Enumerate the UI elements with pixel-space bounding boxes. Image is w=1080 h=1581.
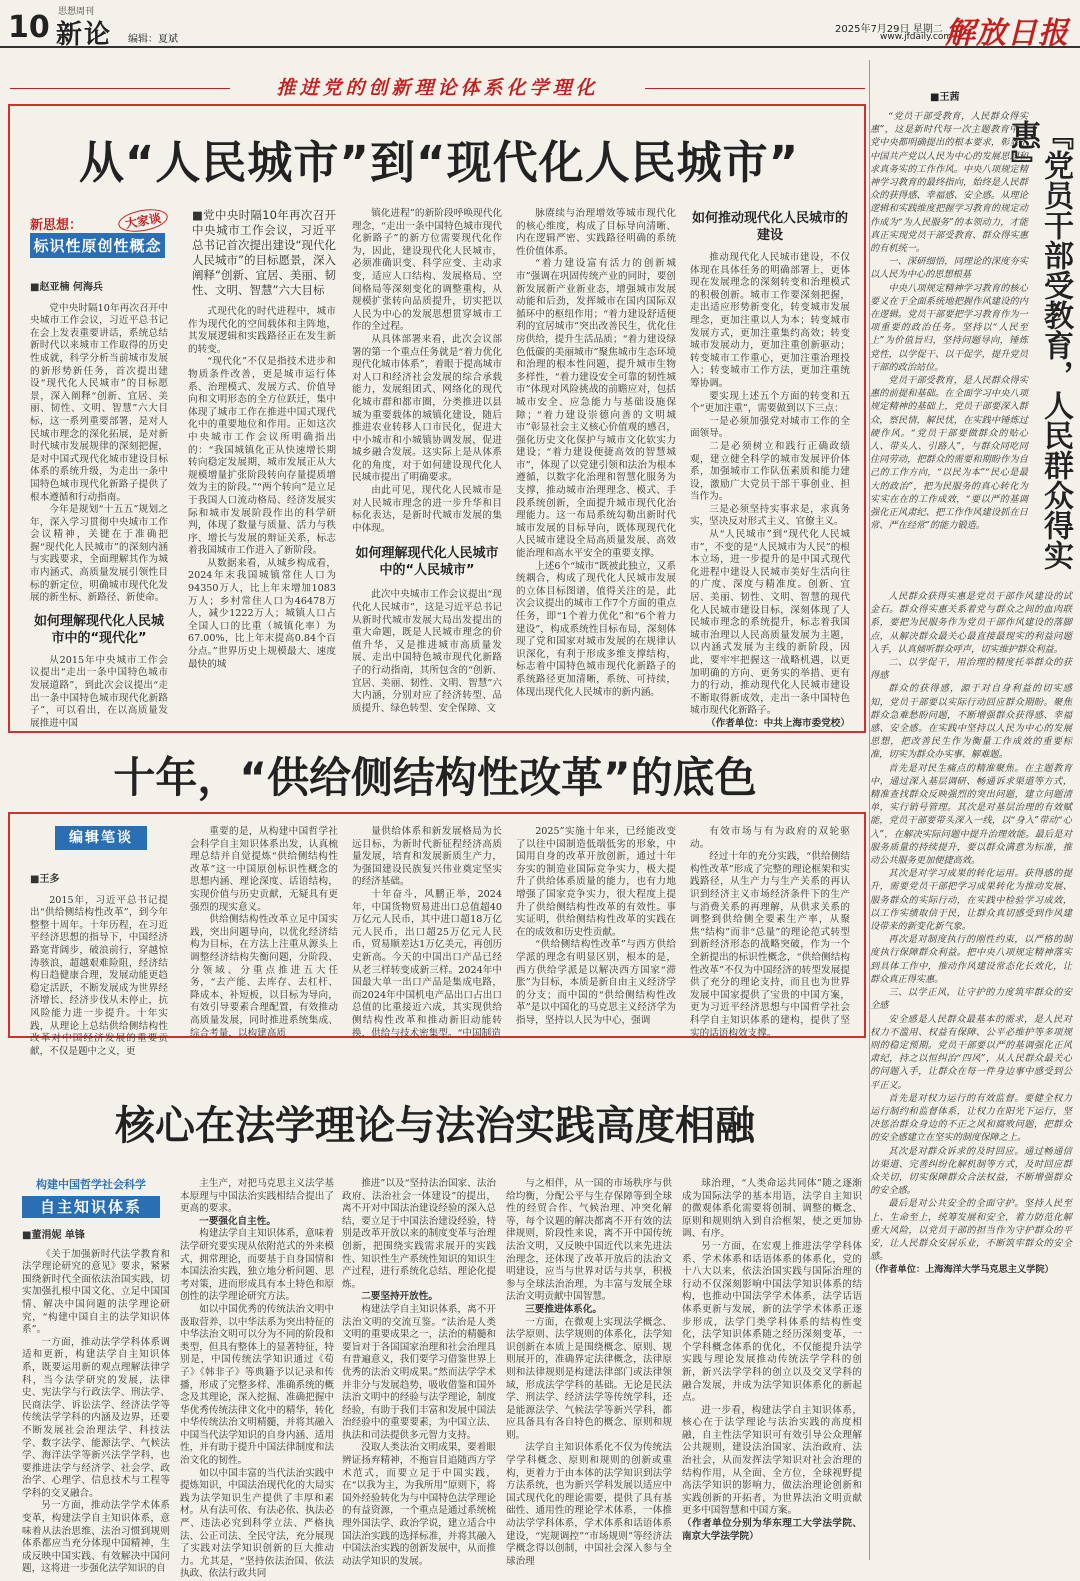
dajiatan-stamp: 大家谈 — [117, 206, 170, 235]
article3-section-head: 二要坚持开放性。 — [361, 1291, 438, 1303]
weekly-label: 思想周刊 — [58, 7, 95, 17]
right-para: 中央八项规定精神学习教育的核心要义在于全面系统地把握作风建设的内在逻辑。党员干部要把学习教育作为一项重要的政治任务。坚持以“人民至上”为价值旨归，坚持问题导向，锤炼党性，以学促干、以干促学，提升党员干部的政治站位。 — [870, 282, 1028, 373]
right-para: 三、以学正风，让守护的力度筑牢群众的安全感 — [870, 987, 1072, 1012]
article1-para: 党中央时隔10年再次召开中央城市工作会议，习近平总书记在会上发表重要讲话，系统总结新时代以来城市工作取得的历史性成就，科学分析当前城市发展的新形势新任务，首次提出建设“现代化人民城市”的目标愿景，深入阐释“创新、宜居、美丽、韧性、文明、智慧”六大目标，这一系列重要部署，是对人民城市理念的深化拓展，是对新时代城市发展规律的深刻把握，是对中国式现代化城市建设目标体系的系统升级，为走出一条中国特色城市现代化新路子提供了根本遵循和行动指南。 — [30, 302, 168, 503]
right-para: 党员干部受教育，是人民群众得实惠的前提和基础。在全面学习中央八项规定精神的基础上，党员干部要深入群众，察民情，解民忧，在实践中锤炼过硬作风。“党员干部要做群众的贴心人、带头人、引路人”，与群众同吃同住同劳动，把群众的需要和期盼作为自己的工作方向，“以民为本”“民心是最大的政治”，把为民服务的真心转化为实实在在的工作成效，“要以严的基调强化正风肃纪、把工作作风建设抓在日常、严在经常”的能力锻造。 — [870, 375, 1028, 532]
right-byline: ■王茜 — [930, 92, 960, 103]
article1-para: 从数据来看，从城乡构成看，2024年末我国城镇常住人口为94350万人，比上年末增加1083万人；乡村常住人口为46478万人，减少1222万人；城镇人口占全国人口的比重（城镇化率）为67.00%，比上年末提高0.84个百分点。”世界历史上规模最大、速度最快的城 — [188, 557, 336, 670]
right-para: 首先是对民生痛点的精准聚焦。在主题教育中，通过深入基层调研、畅通诉求渠道等方式，精准查找群众反映强烈的突出问题，建立问题清单，实行销号管理。其次是对基层治理的有效赋能，党员干部要带头深入一线，以“身入”带动“心入”，在解决实际问题中提升治理效能。最后是对服务质量的持续提升，要以群众满意为标准，推动公共服务更加便捷高效。 — [870, 762, 1072, 867]
article1-lead: ■党中央时隔10年再次召开中央城市工作会议，习近平总书记首次提出建设“现代化人民城市”的目标愿景，深入阐释“创新、宜居、美丽、韧性、文明、智慧”六大目标 — [192, 208, 336, 297]
article1-para: 脉赓续与治理增效等城市现代化的核心维度，构成了目标导向清晰、内在逻辑严密、实践路径明确的系统性价值体系。 — [516, 208, 676, 257]
article1-para: 镇化进程”的新阶段呼唤现代化理念，“走出一条中国特色城市现代化新路子”的新方位需要现代化作为，因此，建设现代化人民城市，必须准确识变、科学应变、主动求变，适应人口结构、发展格局、空间格局等深刻变化的调整重构，从规模扩张转向品质提升，切实把以人民为中心的发展思想贯穿城市工作的全过程。 — [352, 208, 502, 333]
article1-para: 从2015年中央城市工作会议提出“走出一条中国特色城市发展道路”，到此次会议提出“走出一条中国特色城市现代化新路子”，可以看出，在以高质量发展推进中国 — [30, 654, 168, 729]
article1-para: 推动现代化人民城市建设，不仅体现在具体任务的明确部署上，更体现在发展理念的深刻转变和治理模式的积极创新。城市工作要深刻把握，走出适应形势新变化，转变城市发展理念，更加注重以人为本；转变城市发展方式，更加注重集约高效；转变城市发展动力，更加注重创新驱动；转变城市工作重心，更加注重治理投入；转变城市工作方法，更加注重统筹协调。 — [690, 252, 850, 389]
article3-col4 — [506, 1178, 672, 1570]
article1-para: 上述6个“城市”既被此独立，又系统耦合，构成了现代化人民城市发展的立体目标图谱，值得关注的是，此次会议提出的城市工作7个方面的重点任务，即“1个着力优化”和“6个着力建设”，构成系统性目标布局，深刻体现了党和国家对城市发展的在规律认识深化，有利于形成多维支撑结构，标志着中国特色城市现代化新路子的系统路径更加清晰，系统、可持续，体现出现代化人民城市的新内涵。 — [516, 560, 676, 698]
article1-para: 三是必须坚持实事求是，求真务实，坚决反对形式主义、官僚主义。 — [690, 503, 850, 528]
article2-para: “供给侧结构性改革”与西方供给学派的理念有明显区别，根本的是，西方供给学派是以解决西方国家“滞胀”为目标，本质是新自由主义经济学的分支；而中国的“供给侧结构性改革”是以中国化的马克思主义经济学为指导，坚持以人民为中心，强调 — [516, 939, 676, 1026]
article1-para: 从“人民城市”到“现代化人民城市”，不变的是“人民城市为人民”的根本立场，进一步提升的是中国式现代化进程中建设人民城市美好生活向往的广度、深度与精准度。创新、宜居、美丽、韧性、文明、智慧的现代化人民城市建设目标，深刻体现了人民城市理念的系统提升，标志着我国城市治理以人民高质量发展为主题，以内涵式发展为主线的新阶段，因此，要牢牢把握这一战略机遇，以更加明确的方向、更务实的举措、更有力的行动，推动现代化人民城市建设不断取得新成效，走出一条中国特色城市现代化新路子。 — [690, 529, 850, 717]
article2-para: 2025”实施十年来，已经能改变了以往中国制造低端低劣的形象，中国用自身的改革开放创新，通过十年夯实的制造业国际竞争实力，极大提升了供给体系质量的能力，也有力地增强了国家竞争实力，很大程度上提升了供给侧结构性改革的有效性。事实证明，供给侧结构性改革的实践在在的成效和历史性贡献。 — [516, 826, 676, 938]
paper-logo: 解放日报 — [945, 16, 1069, 51]
article3-para: 另一方面，在宏观上推进法学学科体系、学术体系和话语体系的体系化，党的十八大以来，依法治国实践与国际治理的行动不仅深刻影响中国法学知识体系的结构，也推动中国法学学术体系，法学话语体系更新与发展，新的法学学术体系正逐步形成，法学门类学科体系的结构性变化，法学知识体系随之经历深刻变革，一个学科概念体系的优化，不仅能提升法学实践与理论发展推动传统法学学科的创新，新兴法学学科的创立以及交叉学科的融合发展，并成为法学知识体系化的新起点。 — [682, 1240, 862, 1404]
article2-para: 量供给体系和新发展格局为长远目标，为新时代新征程经济高质量发展，培育和发展新质生产力，为强国建设民族复兴伟业奠定坚实的经济基础。 — [352, 826, 502, 888]
article2-col3 — [352, 826, 503, 1039]
concept-tag-top: 新思想： — [30, 218, 83, 233]
knowledge-system-tag-top: 构建中国哲学社会科学 — [36, 1178, 146, 1191]
article1-para: 式现代化的时代进程中，城市作为现代化的空间载体和主阵地，其发展逻辑和实践路径正在发生新的转变。 — [188, 306, 336, 355]
article1-para: 由此可见，现代化人民城市是对人民城市理念的进一步升华和目标化表达，是新时代城市发展的集中体现。 — [352, 485, 502, 534]
article3-title: 核心在法学理论与法治实践高度相融 — [115, 1103, 755, 1149]
article2-para: 十年奋斗，风鹏正举，2024年，中国货物贸易进出口总值超40万亿元人民币，其中进口超18万亿元人民币，出口超25万亿元人民币，贸易顺差达1万亿美元，再创历史新高。今天的中国出口产品已经从老三样转变成新三样。2024年中国最大单一出口产品是集成电路，而2024年中国机电产品出口占出口总值的比重接近六成，其实现供给侧结构性改革和推动新旧动能转换，供给与技术密集型。“中国制造 — [352, 888, 503, 1039]
article2-title: 十年，“供给侧结构性改革”的底色 — [113, 753, 757, 802]
article3-para: 主生产，对把马克思主义法学基本原理与中国法治实践相结合提出了更高的要求。 — [180, 1178, 334, 1215]
article1-col5 — [690, 208, 850, 729]
article3-para: 推进”以及“坚持法治国家、法治政府、法治社会一体建设”的提出，离不开对中国法治建设经验的深入总结，要立足于中国法治建设经验，特别是改革开放以来的制度变革与治理创新，把围绕实践需求展开的实践性、知识性生产系统性知识的知识生产过程，进行系统化总结、理论化提炼。 — [342, 1178, 496, 1290]
article1-subhead2: 如何理解现代化人民城市中的“人民城市” — [355, 546, 499, 579]
article3-para: 另一方面，推动法学学术体系变革，构建法学自主知识体系，意味着从法治思维、法治习惯到规则体系都应当充分体现中国精神，生成反映中国实践、有效解决中国问题，这将进一步强化法学知识的自 — [22, 1500, 170, 1575]
article1-byline: ■赵亚楠 何海兵 — [30, 282, 103, 293]
article1-credit: （作者单位：中共上海市委党校） — [706, 717, 850, 729]
article1-col4 — [516, 208, 676, 722]
article1-para: “现代化”不仅是指技术进步和物质条件改善，更是城市运行体系、治理模式、发展方式、价值导向和文明形态的全方位跃迁，集中体现了城市工作在推进中国式现代化中的重要地位和作用。正如这次中央城市工作会议所明确指出的：“我国城镇化正从快速增长期转向稳定发展期，城市发展正从大规模增量扩张阶段转向存量提质增效为主的阶段。”“两个转向”是立足于我国人口流动格局、经济发展实际和城市发展阶段作出的科学研判，体现了数量与质量、活力与秩序、增长与发展的辩证关系，标志着我国城市工作进入了新阶段。 — [188, 356, 336, 557]
article3-para: 没取人类法治文明成果，要着眼辨证扬弃精神，不拖盲目追随西方学术范式，而要立足于中国实践，在“以我为主，为我所用”原则下，将国外经验转化为与中国特色法学理论的有益资源，一个重点是通过系统梳理外国法学、政治学说，建立适合中国法治实践的选择标准，并将其融入中国法治实践的创新发展中，从而推动法学知识的发展。 — [342, 1442, 496, 1567]
article1-col1 — [30, 282, 168, 729]
banner-rule-right — [645, 88, 865, 89]
article1-col2 — [188, 208, 336, 722]
article3-para: 进一步看，构建法学自主知识体系，核心在于法学理论与法治实践的高度相融，自主性法学知识可有效引导公众理解公共规则，建设法治国家、法治政府、法治社会，从而发挥法学知识对社会治理的结构作用，从全面、全方位，全球视野提高法学知识的影响力，做法治理论创新和实践创新的开拓者，为世界法治文明贡献更多中国智慧和中国方案。 — [682, 1404, 862, 1517]
article3-para: 与之相伴，从一国的市场秩序与供给均衡，分配公平与生存保障等到全球性的经贸合作、气候治理、冲突化解等，每个议题的解决都离不开有效的法律规则，阶段性来说，离不开中国传统法治文明，又反映中国近代以来先进法治理念，还体现了改革开放后的法治文明建设，应当与世界对话与共享，积极参与全球法治治理，为丰富与发展全球法治文明贡献中国智慧。 — [506, 1178, 672, 1303]
article2-para: 重要的是，从构建中国哲学社会科学自主知识体系出发，认真梳理总结并自觉提炼“供给侧结构性改革”这一中国原创标识性概念的思想内涵、理论深度、话语结构，实现价值与历史贡献，无疑具有更强烈的现实意义。 — [190, 826, 338, 913]
article3-para: 球治理，“人类命运共同体”随之逐渐成为国际法学的基本用语，法学自主知识的微观体系化需要将创制、调整的概念、原则和规则纳入到自洽框架，使之更加协调、有序。 — [682, 1178, 862, 1240]
article1-col3 — [352, 208, 502, 722]
right-para: 人民群众获得实惠是党员干部作风建设的试金石。群众得实惠关系着党与群众之间的血肉联系，要把为民服务作为党员干部作风建设的落脚点，从解决群众最关心最直接最现实的利益问题入手，认真倾听群众呼声，切实维护群众利益。 — [870, 591, 1072, 655]
banner-text: 推进党的创新理论体系化学理化 — [276, 77, 599, 99]
article2-para: 经过十年的充分实践，“供给侧结构性改革”形成了完整的理论框架和实践路径，从生产力与生产关系的再认识到经济主义市场经济条件下的生产与消费关系的再理解，从供求关系的调整到供给侧全要素生产率，从聚焦“结构”而非“总量”的理论范式转型到新经济形态的战略突破，作为一个全新提出的标识性概念，“供给侧结构性改革”不仅为中国经济的转型发展提供了充分的理论支持，而且也为世界发展中国家提供了宝贵的中国方案，更为习近平经济思想与中国哲学社会科学自主知识体系的建构，提供了坚实的话语构效支撑。 — [690, 851, 850, 1039]
article3-para: 如以中国优秀的传统法治文明中汲取营养，以中华法系为突出特征的中华法治文明可以分为不同的阶段和类型，但具有整体上的显著特征，特别是，中国传统法学知识通过《荀子》《韩非子》等典籍予以记录和传播，形成了完整多样、准确系统的概念及其理论，深入挖掘、准确把握中华优秀传统法律文化中的精华，转化中华传统法治文明精髓，并将其融入中国当代法学知识的自身内涵、适用性，并有助于提升中国法律制度和法治文化的韧性。 — [180, 1303, 334, 1467]
article3-col2 — [180, 1178, 334, 1580]
article1-para: 一是必须加强党对城市工作的全面领导。 — [690, 415, 850, 440]
website-link[interactable]: www.jfdaily.com — [880, 32, 953, 42]
article3-para: 构建法学自主知识体系，离不开法治文明的交流互鉴。“法治是人类文明的重要成果之一，法治的精髓和要旨对于各国国家治理和社会治理具有普遍意义，我们要学习借鉴世界上优秀的法治文明成果。”然而法学学术并非分与发展趋势，吸收借鉴和国外法治文明中的经验与法学理论，制度经验，有助于我们丰富和发展中国法治经验中的重要要素，为中国立法、执法和司法提供多元智力支持。 — [342, 1303, 496, 1441]
right-article-upper — [870, 110, 1028, 588]
article3-para: 法学自主知识体系化不仅为传统法学学科概念、原则和规则的创新或重构，更着力于由本体的法学知识到法学方法系统，也为新兴学科发展以适应中国式现代化的理论需要，提供了具有基础性、通用性的理论学术体系，一体推动法学学科体系，学术体系和话语体系建设，“宪规调控”“市场规则”等经济法学概念得以创制，中国社会深入参与全球治理 — [506, 1442, 672, 1567]
article3-col5 — [682, 1178, 862, 1570]
article2-col5 — [690, 826, 850, 1039]
article3-para: 一方面，在微观上实现法学概念、法学原则、法学规则的体系化，法学知识创新在本质上是围绕概念、原则、规则展开的，准确界定法律概念，法律原则和法律规则是构建法律部门或法律领域，形成法学学科的基础。无论是民法学、刑法学、经济法学等传统学科，还是能源法学、气候法学等新兴学科，都应具备具有各自特色的概念、原则和规则。 — [506, 1316, 672, 1441]
right-para: 安全感是人民群众最基本的需求，是人民对权力不滥用、权益有保障、公平必维护等多项规则的稳定预期。党员干部要以严的基调强化正风肃纪，持之以恒纠治“四风”，从人民群众最关心的问题入手，让群众在每一件身边事中感受到公平正义。 — [870, 1013, 1072, 1091]
right-article-title: 『党员干部受教育，人民群众得实惠』 — [1005, 120, 1073, 570]
right-para: 二、以学促干，用治理的精度托举群众的获得感 — [870, 657, 1072, 682]
article1-para: 今年是规划“十五五”规划之年，深入学习贯彻中央城市工作会议精神，关键在于准确把握“现代化人民城市”的深刻内涵与实践要求，全面理解其作为城市内涵式、高质量发展引领性目标的新定位，明确城市现代化发展的新坐标、新路径、新使命。 — [30, 504, 168, 604]
article2-col1 — [30, 874, 168, 1057]
editor-credit: 编辑：夏斌 — [128, 34, 178, 45]
article1-para: “着力建设富有活力的创新城市”强调在巩固传统产业的同时，要创新发展新产业新业态，增强城市发展动能和后劲，发挥城市在国内国际双循环中的枢纽作用；“着力建设舒适便利的宜居城市”突出改善民生，优化住房供给，提升生活品质；“着力建设绿色低碳的美丽城市”聚焦城市生态环境和治理的根本性问题，提升城市生物多样性，“着力建设安全可靠的韧性城市”体现对风险挑战的前瞻应对，包括城市安全、应急能力与基础设施保障；“着力建设崇德向善的文明城市”彰显社会主义核心价值观的感召，强化历史文化保护与城市文化软实力建设；“着力建设便捷高效的智慧城市”，体现了以党建引领和法治为根本遵循，以数字化治理和智慧化服务为支撑，推动城市治理理念、模式、手段系统创新，全面提升城市现代化治理能力。这一布局系统勾勒出新时代城市发展的目标导向，既体现现代化人民城市建设全局高质量发展、高效能治理和高水平安全的重要支撑。 — [516, 258, 676, 560]
banner-rule-left — [10, 88, 230, 89]
article1-para: 从具体部署来看，此次会议部署的第一个重点任务就是“着力优化现代化城市体系”，着眼于提高城市对人口和经济社会发展的综合承载能力，发展组团式、网络化的现代化城市群和都市圈，分类推进以县城为重要载体的城镇化建设，随后推进农业转移人口市民化，促进大中小城市和小城镇协调发展，促进城乡融合发展。这实际上是从体系化的角度，对于如何建设现代化人民城市提出了明确要求。 — [352, 333, 502, 484]
article3-para: 构建法学自主知识体系，意味着法学研究要实现从依附范式的外来模式，拥常理论，而要基于自身国情和本国法治实践，独立地分析问题、思考对策，进而形成具有本土特色和原创性的法学理论研究方法。 — [180, 1228, 334, 1303]
article3-para: 一方面，推动法学学科体系调适和更新，构建法学自主知识体系，既要运用新的观点理解法律学科，当今法学研究的发展，法律史、宪法学与行政法学、刑法学、民商法学、诉讼法学、经济法学等传统法学学科的内涵及边界，还要不断发展社会治理法学、科技法学、数字法学、能源法学、气候法学、海洋法学等新兴法学学科，也要推进法学与经济学、社会学、政治学、心理学、信息技术与工程等学科的交叉融合。 — [22, 1336, 170, 1499]
editor-note-tag: 编辑笔谈 — [55, 826, 147, 850]
article3-byline: ■董涓妮 单锋 — [22, 1230, 85, 1241]
article3-para: 如以中国丰富的当代法治实践中提炼知识，中国法治现代化的大局实践为法学知识生产提供了丰厚和素材。从有法可依、有法必依、执法必严、违法必究到科学立法、严格执法、公正司法、全民守法，充分展现了实践对法学知识创新的巨大推动力。尤其是，“坚持依法治国、依法执政、依法行政共同 — [180, 1467, 334, 1580]
right-para: 首先是对权力运行的有效监督。要健全权力运行制约和监督体系，让权力在阳光下运行，坚决惩治群众身边的不正之风和腐败问题，把群众的安全感建立在坚实的制度保障之上。 — [870, 1092, 1072, 1144]
article1-subhead1: 如何理解现代化人民城市中的“现代化” — [33, 613, 164, 646]
right-para: 群众的获得感，源于对自身利益的切实感知，党员干部要以实际行动回应群众期盼。聚焦群众急难愁盼问题，不断增强群众获得感、幸福感、安全感。在实践中坚持以人民为中心的发展思想，把改善民生作为衡量工作成效的重要标准，切实为群众办实事、解难题。 — [870, 683, 1072, 761]
right-para: 其次是对群众诉求的及时回应。通过畅通信访渠道、完善纠纷化解机制等方式，及时回应群众关切，切实保障群众合法权益，不断增强群众的安全感。 — [870, 1145, 1072, 1197]
article3-section-head: 三要推进体系化。 — [525, 1303, 602, 1315]
article2-para: 供给侧结构性改革立足中国实践，突出问题导向，以优化经济结构为目标，在方法上注重从源头上调整经济结构失衡问题，分阶段、分领域、分重点推进五大任务，“去产能、去库存、去杠杆、降成本、补短板，以目标为导向，有效引导要素合理配置，有效推动高质量发展，同时推进系统集成、综合考量，以构建高质 — [190, 914, 338, 1039]
article1-para: 要实现上述五个方面的转变和五个“更加注重”，需要做到以下三点： — [690, 390, 850, 415]
right-para: 其次是对学习成果的转化运用。获得感的提升，需要党员干部把学习成果转化为推动发展、服务群众的实际行动，在实践中检验学习成效，以工作实绩取信于民，让群众真切感受到作风建设带来的新变化新气象。 — [870, 868, 1072, 933]
article3-para: 《关于加强新时代法学教育和法学理论研究的意见》要求，紧紧围绕新时代全面依法治国实践，切实加强扎根中国文化、立足中国国情、解决中国问题的法学理论研究，“构建中国自主的法学知识体系”。 — [22, 1248, 170, 1336]
issue-date: 2025年7月29日 星期二 — [835, 24, 943, 35]
article2-byline: ■王多 — [30, 874, 60, 885]
knowledge-system-tag-main: 自主知识体系 — [22, 1196, 160, 1218]
section-name: 新论 — [56, 20, 113, 50]
concept-tag-main: 标识性原创性概念 — [30, 233, 165, 258]
right-para: 最后是对公共安全的全面守护。坚持人民至上、生命至上，统筹发展和安全，着力防范化解重大风险，以党员干部的担当作为守护群众的平安，让人民群众安居乐业，不断筑牢群众的安全感。 — [870, 1198, 1072, 1263]
right-para: “党员干部受教育，人民群众得实惠”，这是新时代每一次主题教育中，党中央都明确提出的根本要求，彰显了中国共产党以人民为中心的发展思想和求真务实的工作作风。中央八项规定精神学习教育的最终指向，始终是人民群众的获得感、幸福感、安全感。从理论逻辑和实践维度把握学习教育的规定动作成为“为人民服务”的本领动力，才能真正实现党员干部受教育、群众得实惠的有机统一。 — [870, 111, 1028, 255]
article2-para: 有效市场与有为政府的双轮驱动。 — [690, 826, 850, 850]
right-para: 一、深研细悟，同理论的深度夯实以人民为中心的思想根基 — [870, 256, 1028, 281]
article1-para: 此次中央城市工作会议提出“现代化人民城市”，这是习近平总书记从新时代城市发展大局出发提出的重大命题，既是人民城市理念的价值升华，又是推进城市高质量发展、走出中国特色城市现代化新路子的行动指南，其所包含的“创新、宜居、美丽、韧性、文明、智慧”六大内涵，分别对应了经济转型、品质提升、绿色转型、安全保障、文 — [352, 589, 502, 714]
right-credit: （作者单位：上海海洋大学马克思主义学院） — [870, 1264, 1054, 1276]
page-number: 10 — [8, 10, 50, 45]
knowledge-system-tag — [22, 1178, 160, 1220]
article1-title: 从“人民城市”到“现代化人民城市” — [78, 136, 800, 189]
article3-col1 — [22, 1230, 170, 1575]
article3-col3 — [342, 1178, 496, 1570]
article2-col4 — [516, 826, 676, 1032]
article2-col2 — [190, 826, 338, 1039]
article1-para: 二是必须树立和践行正确政绩观，建立健全科学的城市发展评价体系，加强城市工作队伍素质和能力建设，激励广大党员干部干事创业、担当作为。 — [690, 440, 850, 503]
article2-para: 2015年，习近平总书记提出“供给侧结构性改革”，到今年整整十周年。十年历程，在习近平经济思想的指导下，中国经济路宽背阔步，破浪前行，穿越惊涛骇浪，超越艰难险阻，经济结构日趋健康合理，发展动能更趋稳定活跃，不断发展成为世界经济增长、经济步伐从未停止，抗风险能力进一步提升。十年实践，从理论上总结供给侧结构性改革对中国经济发展的重要贡献，不仅是题中之义，更 — [30, 894, 168, 1057]
right-article-lower — [870, 590, 1072, 1570]
series-banner — [10, 70, 865, 106]
right-para: 再次是对制度执行的刚性约束，以严格的制度执行保障群众利益。把中央八项规定精神落实到具体工作中，推动作风建设常态化长效化，让群众真正得实惠。 — [870, 934, 1072, 985]
article3-section-head: 一要强化自主性。 — [199, 1215, 276, 1227]
article3-credit: （作者单位分别为华东理工大学法学院、南京大学法学院） — [682, 1518, 862, 1542]
article1-subhead3: 如何推动现代化人民城市的建设 — [691, 211, 848, 243]
masthead — [0, 0, 1080, 51]
